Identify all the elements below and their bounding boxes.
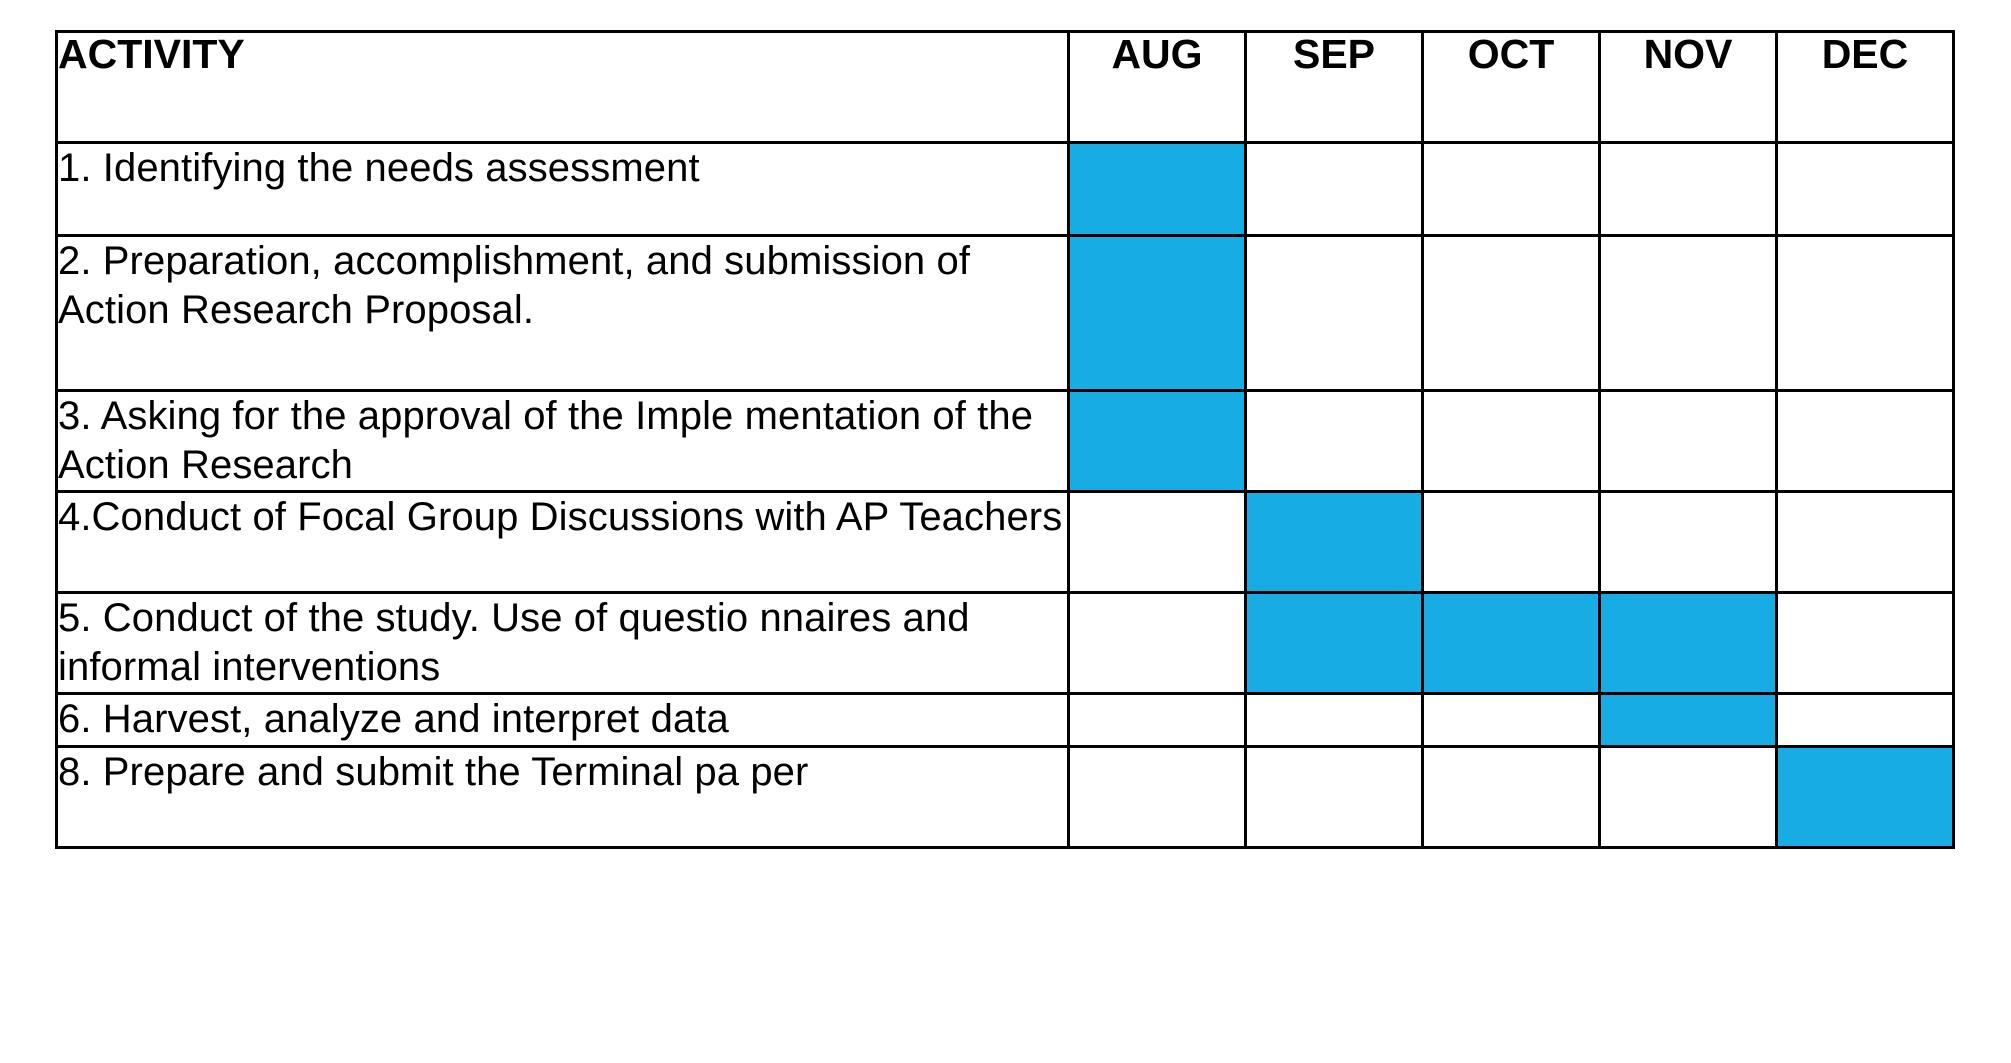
schedule-cell-aug bbox=[1069, 593, 1246, 694]
table-row bbox=[57, 143, 1954, 236]
schedule-cell-nov bbox=[1600, 236, 1777, 391]
column-header-nov: NOV bbox=[1600, 32, 1777, 143]
schedule-cell-sep bbox=[1246, 391, 1423, 492]
activity-label: 1. Identifying the needs assessment bbox=[57, 143, 1069, 236]
schedule-cell-aug bbox=[1069, 143, 1246, 236]
column-header-dec: DEC bbox=[1777, 32, 1954, 143]
schedule-cell-dec bbox=[1777, 391, 1954, 492]
schedule-cell-dec bbox=[1777, 492, 1954, 593]
gantt-chart-container bbox=[55, 30, 1955, 849]
schedule-cell-nov bbox=[1600, 391, 1777, 492]
schedule-cell-sep bbox=[1246, 492, 1423, 593]
table-row bbox=[57, 391, 1954, 492]
table-row bbox=[57, 236, 1954, 391]
activity-label: 8. Prepare and submit the Terminal pa per bbox=[57, 747, 1069, 848]
schedule-cell-dec bbox=[1777, 143, 1954, 236]
schedule-cell-sep bbox=[1246, 236, 1423, 391]
activity-label: 6. Harvest, analyze and interpret data bbox=[57, 694, 1069, 747]
column-header-sep: SEP bbox=[1246, 32, 1423, 143]
table-header-row bbox=[57, 32, 1954, 143]
schedule-cell-oct bbox=[1423, 747, 1600, 848]
schedule-cell-sep bbox=[1246, 694, 1423, 747]
activity-label: 3. Asking for the approval of the Imple mentation of the Action Research bbox=[57, 391, 1069, 492]
schedule-cell-sep bbox=[1246, 747, 1423, 848]
schedule-cell-nov bbox=[1600, 593, 1777, 694]
column-header-activity: ACTIVITY bbox=[57, 32, 1069, 143]
schedule-cell-oct bbox=[1423, 593, 1600, 694]
table-body bbox=[57, 143, 1954, 848]
schedule-cell-aug bbox=[1069, 391, 1246, 492]
schedule-cell-dec bbox=[1777, 694, 1954, 747]
table-row bbox=[57, 694, 1954, 747]
column-header-oct: OCT bbox=[1423, 32, 1600, 143]
schedule-cell-dec bbox=[1777, 593, 1954, 694]
schedule-cell-aug bbox=[1069, 492, 1246, 593]
schedule-cell-nov bbox=[1600, 492, 1777, 593]
schedule-cell-nov bbox=[1600, 747, 1777, 848]
schedule-cell-dec bbox=[1777, 747, 1954, 848]
schedule-cell-nov bbox=[1600, 694, 1777, 747]
schedule-cell-sep bbox=[1246, 593, 1423, 694]
activity-label: 4.Conduct of Focal Group Discussions with AP Teachers bbox=[57, 492, 1069, 593]
schedule-cell-oct bbox=[1423, 694, 1600, 747]
schedule-cell-aug bbox=[1069, 747, 1246, 848]
schedule-cell-aug bbox=[1069, 236, 1246, 391]
column-header-aug: AUG bbox=[1069, 32, 1246, 143]
schedule-cell-oct bbox=[1423, 143, 1600, 236]
schedule-cell-nov bbox=[1600, 143, 1777, 236]
table-row bbox=[57, 492, 1954, 593]
activity-schedule-table bbox=[55, 30, 1955, 849]
table-row bbox=[57, 593, 1954, 694]
schedule-cell-oct bbox=[1423, 492, 1600, 593]
schedule-cell-oct bbox=[1423, 391, 1600, 492]
schedule-cell-aug bbox=[1069, 694, 1246, 747]
schedule-cell-sep bbox=[1246, 143, 1423, 236]
table-row bbox=[57, 747, 1954, 848]
schedule-cell-oct bbox=[1423, 236, 1600, 391]
activity-label: 2. Preparation, accomplishment, and submission of Action Research Proposal. bbox=[57, 236, 1069, 391]
activity-label: 5. Conduct of the study. Use of questio nnaires and informal interventions bbox=[57, 593, 1069, 694]
schedule-cell-dec bbox=[1777, 236, 1954, 391]
